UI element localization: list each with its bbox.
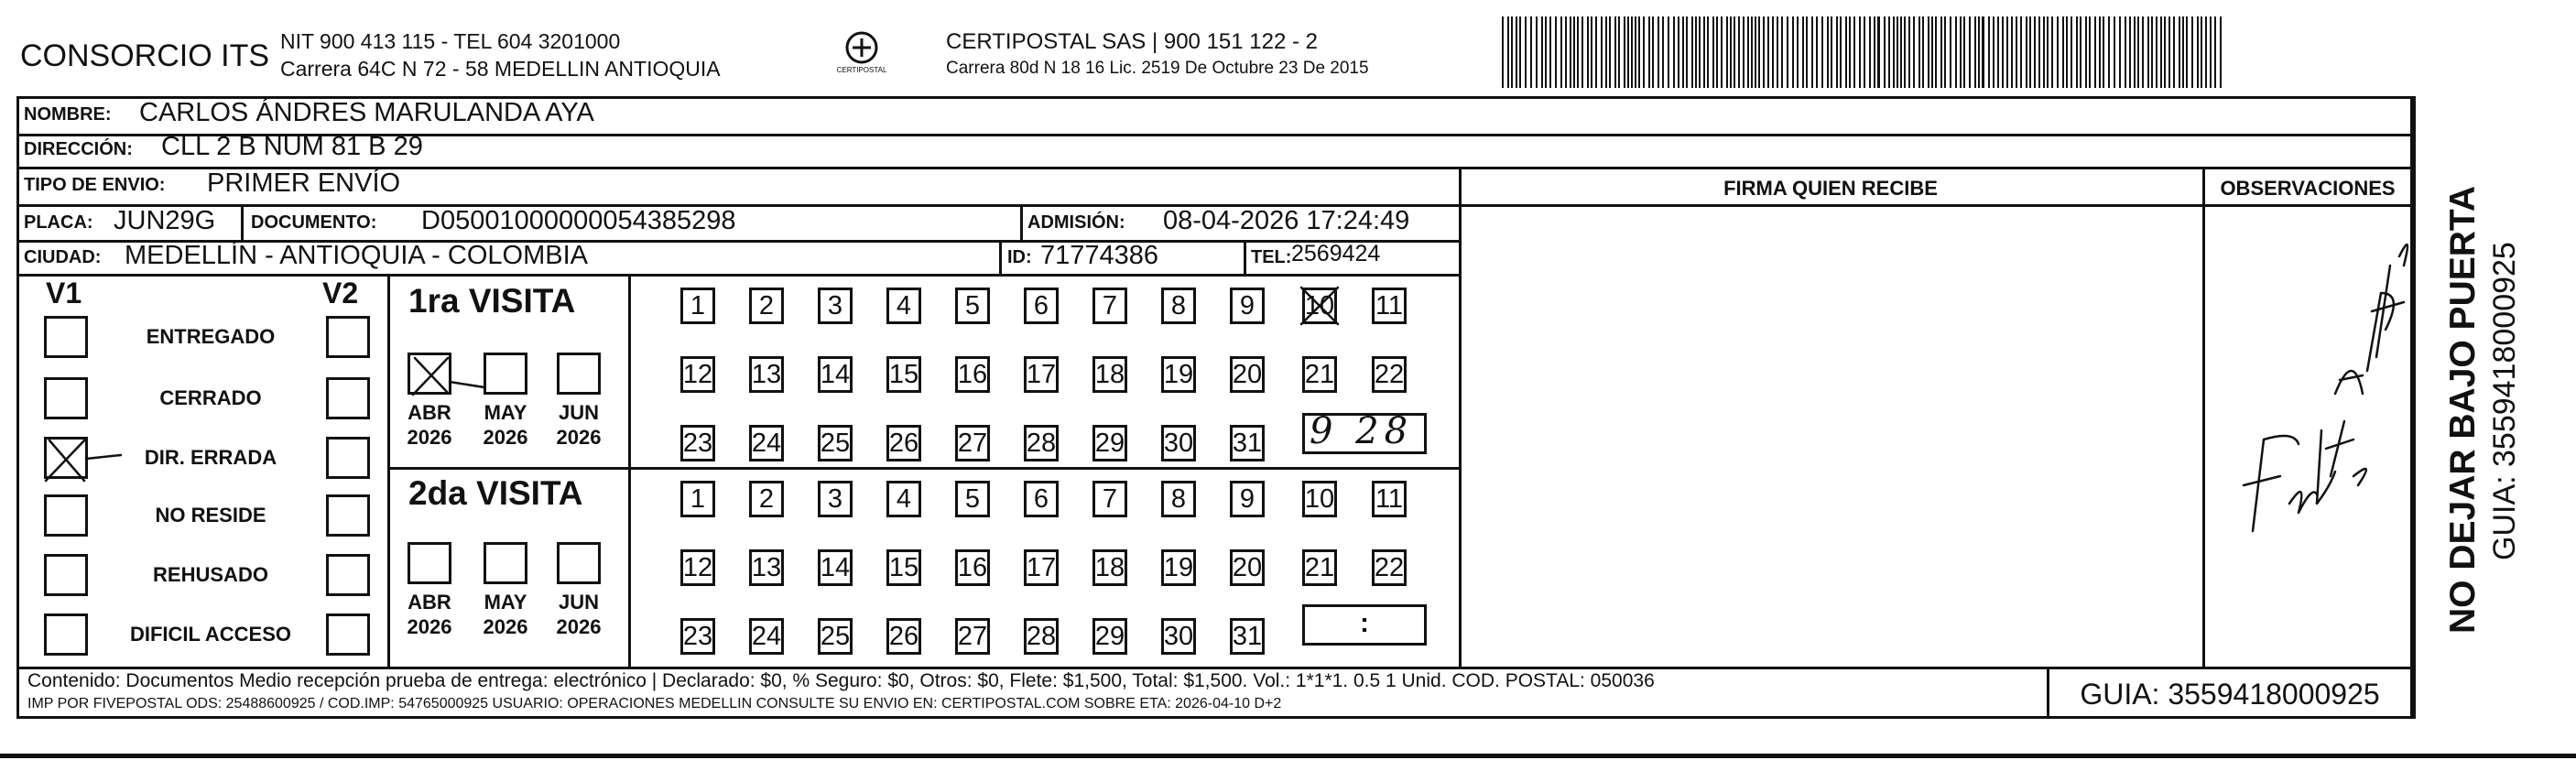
carrier-title: CERTIPOSTAL SAS | 900 151 122 - 2 [946,29,1318,54]
second-visit-day[interactable]: 2 [749,481,784,517]
second-visit-time-placeholder: : [1360,608,1369,638]
first-visit-day[interactable]: 5 [955,288,990,324]
v1-checkbox[interactable] [44,316,88,358]
first-visit-day[interactable]: 28 [1024,425,1059,461]
second-visit-day[interactable]: 12 [680,549,715,586]
second-visit-day[interactable]: 27 [955,618,990,655]
first-visit-day[interactable]: 31 [1230,425,1265,461]
check-mark-icon [408,349,490,404]
second-visit-day[interactable]: 4 [886,481,921,517]
first-visit-day[interactable]: 19 [1161,356,1196,393]
side-warning: NO DEJAR BAJO PUERTA [2443,185,2483,634]
second-visit-day[interactable]: 9 [1230,481,1265,517]
second-visit-day[interactable]: 21 [1302,549,1337,586]
second-visit-day[interactable]: 29 [1092,618,1127,655]
v1-header: V1 [46,277,82,309]
first-visit-month-year: 2026 [483,426,528,449]
v1-checkbox[interactable] [44,554,88,596]
ciudad-label: CIUDAD: [24,247,102,267]
first-visit-day[interactable]: 6 [1024,288,1059,324]
first-visit-day[interactable]: 22 [1372,356,1407,393]
tel-label: TEL: [1251,247,1292,267]
v2-checkbox[interactable] [326,613,370,656]
second-visit-month-box[interactable] [408,542,451,584]
check-mark-icon [40,431,123,486]
footer-contenido: Contenido: Documentos Medio recepción prueba de entrega: electrónico | Declarado: $0, % Seguro: $0, Otros: $0, Flete: $1,500, Total: $1,500. Vol.: 1*1*1. 0.5 1 Unid. COD. POSTAL: 050036 [27,670,1655,691]
v2-checkbox[interactable] [326,494,370,537]
first-visit-month-box[interactable] [484,353,527,395]
second-visit-day[interactable]: 28 [1024,618,1059,655]
first-visit-day[interactable]: 9 [1230,288,1265,324]
company-nit: NIT 900 413 115 - TEL 604 3201000 [280,29,621,53]
second-visit-day[interactable]: 5 [955,481,990,517]
bottom-edge [0,754,2576,758]
first-visit-day[interactable]: 2 [749,288,784,324]
status-label: CERRADO [159,386,262,409]
tipo-value: PRIMER ENVÍO [207,168,401,198]
footer-guia: GUIA: 3559418000925 [2080,678,2380,711]
second-visit-month-name: MAY [484,591,527,613]
second-visit-day[interactable]: 24 [749,618,784,655]
placa-label: PLACA: [24,212,93,233]
id-label: ID: [1007,247,1032,267]
nombre-value: CARLOS ÁNDRES MARULANDA AYA [139,98,594,127]
first-visit-day[interactable]: 11 [1372,288,1407,324]
first-visit-day[interactable]: 10 [1302,288,1337,324]
first-visit-day[interactable]: 18 [1092,356,1127,393]
nombre-label: NOMBRE: [24,104,112,125]
second-visit-month-year: 2026 [483,615,528,638]
carrier-address: Carrera 80d N 18 16 Lic. 2519 De Octubre 23 De 2015 [946,59,1369,78]
first-visit-day[interactable]: 25 [818,425,853,461]
first-visit-day[interactable]: 21 [1302,356,1337,393]
first-visit-day[interactable]: 15 [886,356,921,393]
first-visit-title: 1ra VISITA [408,282,576,320]
first-visit-day[interactable]: 17 [1024,356,1059,393]
second-visit-month-name: JUN [558,591,599,613]
firma-label: FIRMA QUIEN RECIBE [1723,177,1938,200]
observaciones-handwriting [2207,211,2413,540]
direccion-value: CLL 2 B NUM 81 B 29 [161,132,423,161]
second-visit-day[interactable]: 8 [1161,481,1196,517]
first-visit-day[interactable]: 29 [1092,425,1127,461]
direccion-label: DIRECCIÓN: [24,139,133,159]
status-label: NO RESIDE [155,504,266,527]
first-visit-day[interactable]: 12 [680,356,715,393]
second-visit-month-year: 2026 [556,615,602,638]
first-visit-day[interactable]: 1 [680,288,715,324]
side-guia: GUIA: 3559418000925 [2487,242,2522,560]
company-address: Carrera 64C N 72 - 58 MEDELLIN ANTIOQUIA [280,57,721,81]
cross-mark-icon [1298,284,1342,328]
first-visit-time: 9 28 [1310,410,1414,452]
second-visit-day[interactable]: 16 [955,549,990,586]
first-visit-day[interactable]: 30 [1161,425,1196,461]
status-label: REHUSADO [153,563,268,586]
first-visit-month-name: MAY [484,401,527,424]
second-visit-day[interactable]: 20 [1230,549,1265,586]
second-visit-day[interactable]: 11 [1372,481,1407,517]
second-visit-day[interactable]: 15 [886,549,921,586]
second-visit-day[interactable]: 30 [1161,618,1196,655]
second-visit-day[interactable]: 1 [680,481,715,517]
first-visit-day[interactable]: 14 [818,356,853,393]
first-visit-month-name: ABR [408,401,451,424]
first-visit-month-name: JUN [558,401,599,424]
second-visit-month-box[interactable] [484,542,527,584]
v2-checkbox[interactable] [326,377,370,419]
first-visit-month-box[interactable] [557,353,601,395]
company-name: CONSORCIO ITS [20,38,270,73]
first-visit-month-year: 2026 [407,426,452,449]
documento-label: DOCUMENTO: [251,212,377,233]
second-visit-day[interactable]: 3 [818,481,853,517]
admision-label: ADMISIÓN: [1027,212,1125,233]
first-visit-month-year: 2026 [556,426,602,449]
second-visit-day[interactable]: 31 [1230,618,1265,655]
observaciones-label: OBSERVACIONES [2220,177,2396,200]
first-visit-day[interactable]: 4 [886,288,921,324]
second-visit-day[interactable]: 18 [1092,549,1127,586]
second-visit-day[interactable]: 19 [1161,549,1196,586]
second-visit-day[interactable]: 13 [749,549,784,586]
second-visit-day[interactable]: 10 [1302,481,1337,517]
first-visit-day[interactable]: 23 [680,425,715,461]
ciudad-value: MEDELLÍN - ANTIOQUIA - COLOMBIA [125,241,588,270]
first-visit-day[interactable]: 3 [818,288,853,324]
v2-checkbox[interactable] [326,437,370,479]
admision-value: 08-04-2026 17:24:49 [1163,206,1410,235]
second-visit-title: 2da VISITA [408,474,583,512]
second-visit-day[interactable]: 14 [818,549,853,586]
first-visit-day[interactable]: 8 [1161,288,1196,324]
v1-checkbox[interactable] [44,613,88,656]
second-visit-day[interactable]: 23 [680,618,715,655]
first-visit-day[interactable]: 20 [1230,356,1265,393]
v1-checkbox[interactable] [44,494,88,537]
second-visit-month-box[interactable] [557,542,601,584]
documento-value: D05001000000054385298 [421,206,736,235]
v1-checkbox[interactable] [44,377,88,419]
id-value: 71774386 [1040,241,1159,270]
logo-text: CERTIPOSTAL [836,66,887,74]
v2-checkbox[interactable] [326,554,370,596]
first-visit-day[interactable]: 13 [749,356,784,393]
status-label: DIR. ERRADA [144,446,277,469]
first-visit-day[interactable]: 16 [955,356,990,393]
second-visit-day[interactable]: 26 [886,618,921,655]
second-visit-day[interactable]: 6 [1024,481,1059,517]
second-visit-month-name: ABR [408,591,451,613]
status-label: DIFICIL ACCESO [129,623,291,646]
status-label: ENTREGADO [146,325,276,348]
second-visit-day[interactable]: 22 [1372,549,1407,586]
v2-header: V2 [322,277,359,309]
barcode [1502,16,2230,90]
first-visit-day[interactable]: 7 [1092,288,1127,324]
second-visit-day[interactable]: 25 [818,618,853,655]
first-visit-day[interactable]: 27 [955,425,990,461]
second-visit-month-year: 2026 [407,615,452,638]
certipostal-logo [830,29,894,84]
first-visit-day[interactable]: 24 [749,425,784,461]
footer-impresion: IMP POR FIVEPOSTAL ODS: 25488600925 / COD.IMP: 54765000925 USUARIO: OPERACIONES MEDELLIN CONSULTE SU ENVIO EN: CERTIPOSTAL.COM SOBRE ETA: 2026-04-10 D+2 [27,696,1282,711]
tel-value: 2569424 [1291,241,1381,266]
v2-checkbox[interactable] [326,316,370,358]
placa-value: JUN29G [114,206,216,235]
first-visit-day[interactable]: 26 [886,425,921,461]
second-visit-day[interactable]: 17 [1024,549,1059,586]
second-visit-day[interactable]: 7 [1092,481,1127,517]
tipo-label: TIPO DE ENVIO: [24,175,166,195]
